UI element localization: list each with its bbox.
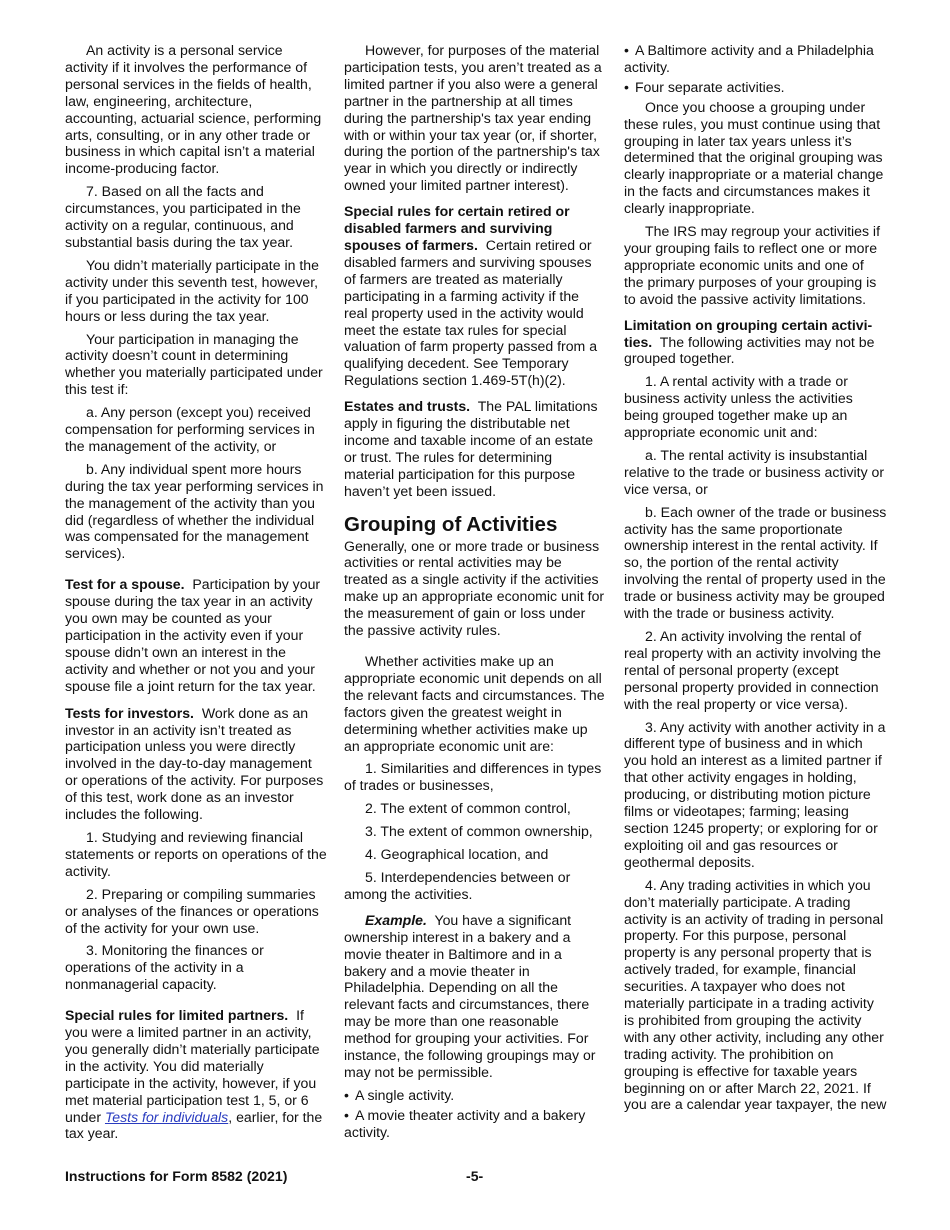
column-2 bbox=[344, 42, 606, 1144]
example-text: You have a significant ownership interest in a bakery and a movie theater in Baltimore and in a bakery and a movie theater in Philadelphia. Depending on all the relevant facts and circumstances, there may be more than one reasonable method for grouping your activities. For instance, the following groupings may or may not be permissible. bbox=[344, 911, 596, 1080]
condition-b-paragraph: b. Any individual spent more hours during the tax year performing services in the management of the activity than you did (regardless of whether the individual was compensated for the management services). bbox=[65, 460, 324, 562]
investor-item-3: 3. Monitoring the finances or operations of the activity in a nonmanagerial capacity. bbox=[65, 942, 264, 993]
limited-partners-tail: , earlier, for the tax year. bbox=[65, 1108, 323, 1142]
factor-5: 5. Interdependencies between or among the activities. bbox=[344, 868, 571, 902]
grouping-consistency-paragraph: Once you choose a grouping under these rules, you must continue using that grouping in later tax years unless it’s determined that the original grouping was clearly inappropriate or a material change in the facts and circumstances makes it clearly inappropriate. bbox=[624, 98, 884, 217]
column-3 bbox=[624, 42, 887, 1119]
investor-item-1: 1. Studying and reviewing financial statements or reports on operations of the activity. bbox=[65, 828, 327, 879]
investors-test-text: Work done as an investor in an activity isn’t treated as participation unless you were directly involved in the day-to-day management or operations of the activity. For purposes of this test, work done as an investor includes the following. bbox=[65, 704, 324, 823]
limitation-item-4: 4. Any trading activities in which you don’t materially participate. A trading activity is an activity of trading in personal property. For this purpose, personal property is any personal property that is actively traded, for example, financial securities. A taxpayer who does not materially participate in a trading activity is prohibited from grouping the activity with any other activity, including any other trading activity. The prohibition on grouping is effective for taxable years beginning on or after March 22, 2021. If you are a calendar year taxpayer, the new bbox=[624, 876, 887, 1113]
section-heading: Grouping of Activities bbox=[344, 512, 558, 536]
limitation-item-2: 2. An activity involving the rental of real property with an activity involving the rental of personal property (except personal property provided in connection with the real property or vice versa). bbox=[624, 628, 881, 712]
spouse-test-paragraph bbox=[65, 576, 328, 694]
condition-a-paragraph: a. Any person (except you) received compensation for performing services in the management of the activity, or bbox=[65, 404, 315, 454]
factor-3: 3. The extent of common ownership, bbox=[365, 823, 593, 840]
managing-participation-paragraph: Your participation in managing the activity doesn’t count in determining whether you materially participated under this test if: bbox=[65, 330, 323, 398]
test-7-exception-paragraph: You didn’t materially participate in the activity under this seventh test, however, if you participated in the activity for 100 hours or less during the tax year. bbox=[65, 256, 319, 324]
limited-partners-heading: Special rules for limited partners. bbox=[65, 1007, 289, 1024]
tests-for-individuals-link[interactable]: Tests for individuals bbox=[104, 1108, 229, 1125]
factor-4: 4. Geographical location, and bbox=[365, 846, 549, 863]
estates-heading: Estates and trusts. bbox=[344, 398, 471, 415]
investors-test-heading: Tests for investors. bbox=[65, 704, 194, 721]
column-1 bbox=[65, 42, 328, 1148]
example-heading: Example. bbox=[365, 911, 427, 928]
factor-1: 1. Similarities and differences in types of trades or businesses, bbox=[344, 760, 602, 794]
grouping-intro-paragraph: Generally, one or more trade or business activities or rental activities may be treated as a single activity if the activities make up an appropriate economic unit for the measurement of gain or loss under the passive activity rules. bbox=[344, 537, 605, 639]
farmers-heading: Special rules for certain retired or disabled farmers and surviving spouses of farmers. bbox=[344, 203, 570, 253]
irs-regroup-paragraph: The IRS may regroup your activities if your grouping fails to reflect one or more appropriate economic units and one of the primary purposes of your grouping is to avoid the passive activity limitations. bbox=[624, 223, 880, 307]
limitation-heading: Limitation on grouping certain activi-ties. bbox=[624, 316, 873, 350]
grouping-option-four: • Four separate activities. bbox=[624, 79, 887, 96]
farmers-text: Certain retired or disabled farmers and surviving spouses of farmers are treated as materially participating in a farming activity if the real property used in the activity would meet the estate tax rules for special valuation of farm property passed from a qualifying decedent. See Temporary Regulations section 1.469-5T(h)(2). bbox=[344, 236, 598, 389]
footer-page-number: -5- bbox=[466, 1168, 484, 1184]
investors-test-paragraph bbox=[65, 705, 328, 823]
farmers-paragraph bbox=[344, 203, 606, 389]
limited-partner-exception-paragraph: However, for purposes of the material participation tests, you aren’t treated as a limited partner if you also were a general partner in the partnership at all times during the partnership's tax year ending with or within your tax year (or, if shorter, during the portion of the partnership's tax year in which you directly or indirectly owned your limited partner interest). bbox=[344, 42, 602, 194]
footer-form-title: Instructions for Form 8582 (2021) bbox=[65, 1168, 288, 1184]
estates-paragraph bbox=[344, 398, 606, 499]
economic-unit-paragraph: Whether activities make up an appropriate economic unit depends on all the relevant facts and circumstances. The factors given the greatest weight in determining whether activities make up an appropriate economic unit are: bbox=[344, 653, 605, 754]
spouse-test-heading: Test for a spouse. bbox=[65, 576, 185, 593]
limitation-item-1: 1. A rental activity with a trade or business activity unless the activities being grouped together make up an appropriate economic unit and: bbox=[624, 373, 853, 441]
grouping-option-city: • A Baltimore activity and a Philadelphia activity. bbox=[624, 42, 887, 76]
limitation-item-3: 3. Any activity with another activity in a different type of business and in which you hold an interest as a limited partner if that other activity engages in holding, producing, or distributing motion picture films or videotapes; farming; leasing section 1245 property; or exploring for or exploiting oil and gas resources or geothermal deposits. bbox=[624, 718, 886, 870]
limitation-item-1b: b. Each owner of the trade or business activity has the same proportionate ownership interest in the rental activity. If so, the portion of the rental activity involving the rental of property used in the trade or business activity may be grouped with the trade or business activity. bbox=[624, 503, 887, 622]
limitation-item-1a: a. The rental activity is insubstantial relative to the trade or business activity or vice versa, or bbox=[624, 446, 885, 497]
factor-2: 2. The extent of common control, bbox=[365, 800, 571, 817]
example-paragraph bbox=[344, 912, 606, 1081]
limited-partners-paragraph bbox=[65, 1007, 328, 1142]
grouping-option-single: • A single activity. bbox=[344, 1087, 606, 1104]
investor-item-2: 2. Preparing or compiling summaries or analyses of the finances or operations of the activity for your own use. bbox=[65, 885, 319, 936]
limitation-text: The following activities may not be grouped together. bbox=[624, 333, 875, 367]
spouse-test-text: Participation by your spouse during the tax year in an activity you own may be counted as your participation in the activity even if your spouse didn’t own an interest in the activity and whether or not you and your spouse file a joint return for the tax year. bbox=[65, 576, 321, 694]
grouping-option-theater-bakery: • A movie theater activity and a bakery activity. bbox=[344, 1107, 606, 1141]
limited-partners-text: If you were a limited partner in an activity, you generally didn’t materially participate in the activity. You did materially participate in the activity, however, if you met material participation test 1, 5, or 6 under bbox=[65, 1007, 320, 1125]
test-7-paragraph: 7. Based on all the facts and circumstances, you participated in the activity on a regular, continuous, and substantial basis during the tax year. bbox=[65, 183, 301, 250]
limitation-paragraph bbox=[624, 317, 887, 368]
personal-service-paragraph: An activity is a personal service activity if it involves the performance of personal services in the fields of health, law, engineering, architecture, accounting, actuarial science, performing arts, consulting, or in any other trade or business in which capital isn’t a material income-producing factor. bbox=[65, 42, 322, 177]
estates-text: The PAL limitations apply in figuring the distributable net income and taxable income of an estate or trust. The rules for determining material participation for this purpose haven’t yet been issued. bbox=[344, 398, 598, 499]
